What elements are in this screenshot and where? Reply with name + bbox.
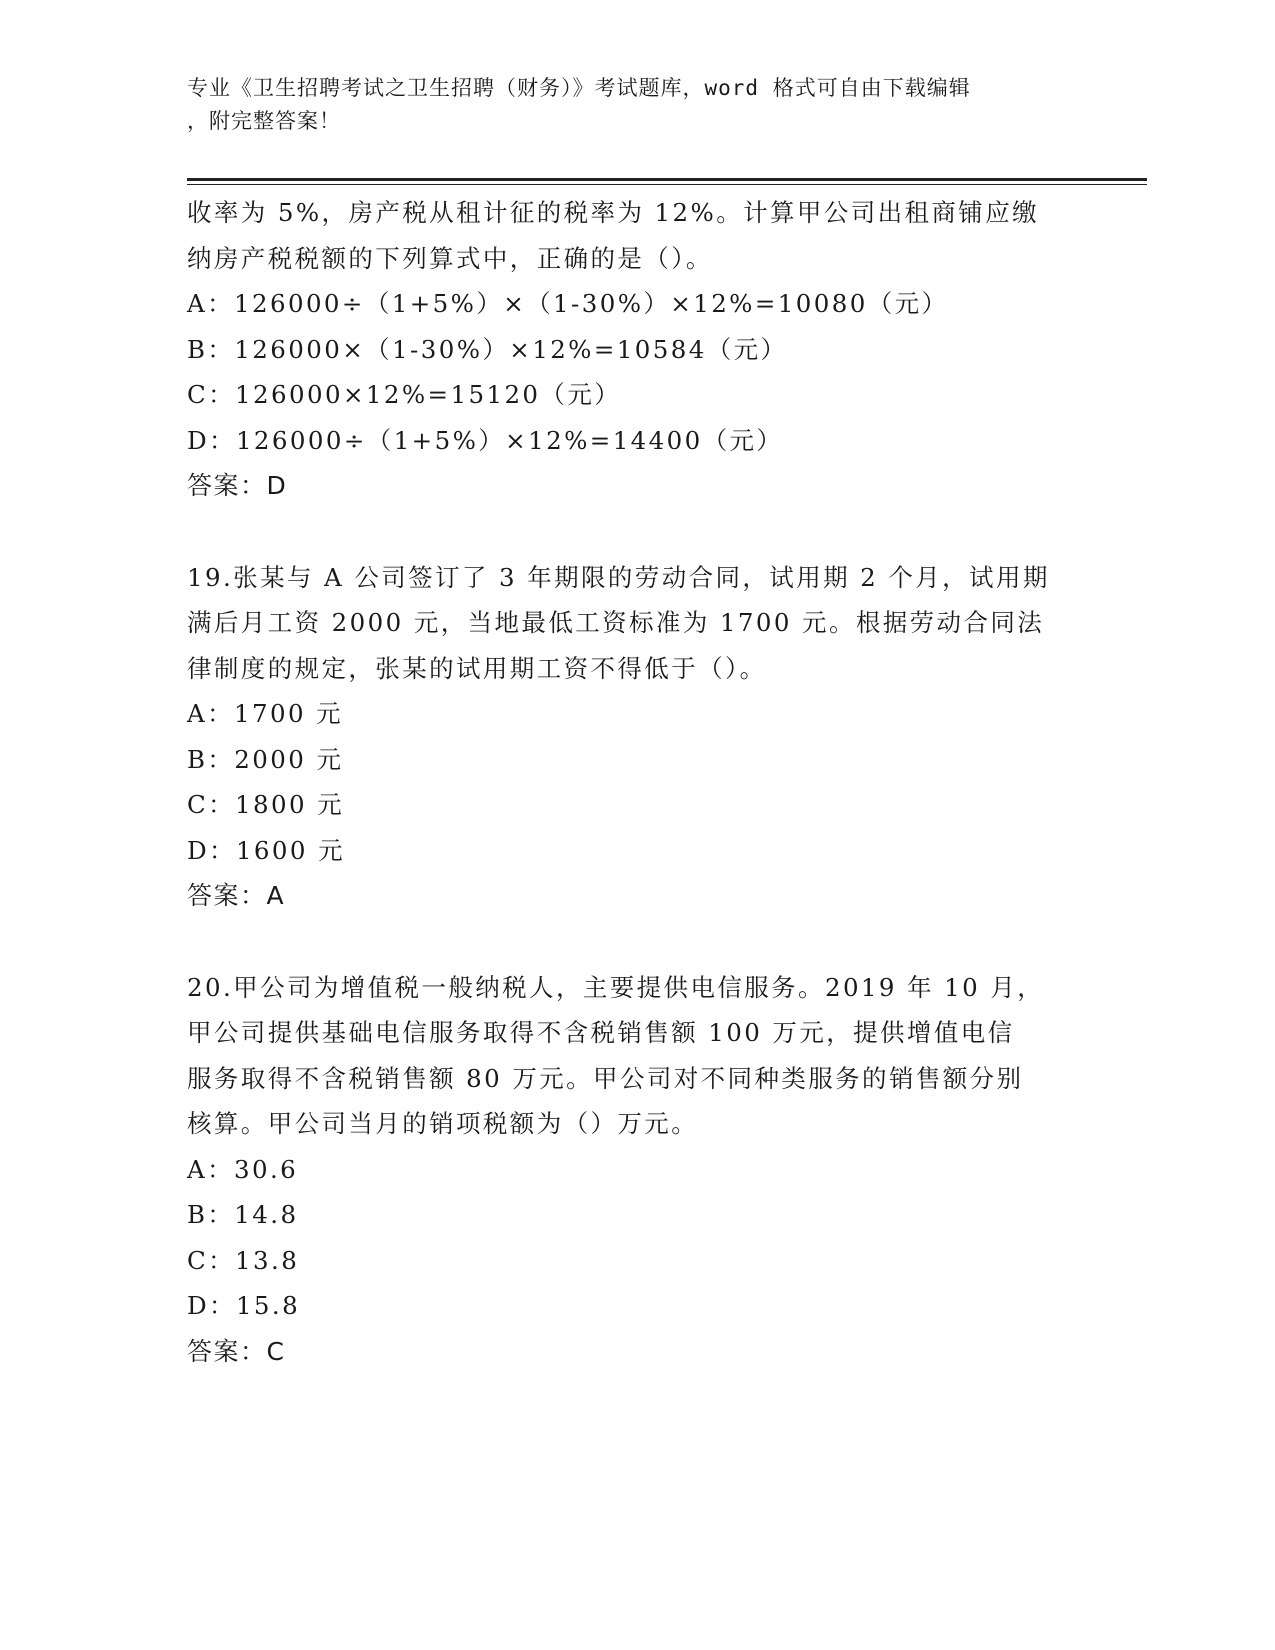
question-stem-line: 纳房产税税额的下列算式中，正确的是（）。 <box>187 243 713 273</box>
question-stem-line: 20.甲公司为增值税一般纳税人，主要提供电信服务。2019 年 10 月， <box>187 972 1045 1002</box>
header-rule-thin <box>187 184 1147 185</box>
question-19 <box>187 555 1087 919</box>
option-b: B：126000×（1-30%）×12%=10584（元） <box>187 334 788 364</box>
answer-label: 答案：A <box>187 881 286 910</box>
question-stem-line: 核算。甲公司当月的销项税额为（）万元。 <box>187 1109 699 1138</box>
option-d: D：126000÷（1+5%）×12%=14400（元） <box>187 425 784 455</box>
option-c: C：126000×12%=15120（元） <box>187 380 622 409</box>
option-b: B：2000 元 <box>187 744 344 774</box>
option-d: D：15.8 <box>187 1291 301 1320</box>
question-stem-line: 甲公司提供基础电信服务取得不含税销售额 100 万元，提供增值电信 <box>187 1018 1015 1047</box>
option-c: C：13.8 <box>187 1245 300 1275</box>
question-stem-line: 服务取得不含税销售额 80 万元。甲公司对不同种类服务的销售额分别 <box>187 1063 1024 1093</box>
header-line-1: 专业《卫生招聘考试之卫生招聘（财务）》考试题库，word 格式可自由下载编辑 <box>187 76 971 100</box>
spacer <box>187 509 1087 555</box>
answer-label: 答案：C <box>187 1336 286 1366</box>
option-a: A：126000÷（1+5%）×（1-30%）×12%=10080（元） <box>187 289 949 318</box>
question-stem-line: 满后月工资 2000 元，当地最低工资标准为 1700 元。根据劳动合同法 <box>187 608 1045 637</box>
header-line-2: ，附完整答案！ <box>187 109 341 133</box>
option-c: C：1800 元 <box>187 790 345 819</box>
question-18 <box>187 190 1087 509</box>
option-d: D：1600 元 <box>187 835 345 865</box>
question-20 <box>187 965 1087 1375</box>
answer-label: 答案：D <box>187 471 288 500</box>
question-stem-line: 收率为 5%，房产税从租计征的税率为 12%。计算甲公司出租商铺应缴 <box>187 198 1039 227</box>
spacer <box>187 919 1087 965</box>
question-stem-line: 19.张某与 A 公司签订了 3 年期限的劳动合同，试用期 2 个月，试用期 <box>187 562 1050 592</box>
option-b: B：14.8 <box>187 1200 299 1229</box>
question-list <box>187 190 1087 1374</box>
option-a: A：30.6 <box>187 1154 299 1184</box>
document-header <box>187 72 1077 138</box>
header-rule-thick <box>187 178 1147 181</box>
option-a: A：1700 元 <box>187 699 344 728</box>
question-stem-line: 律制度的规定，张某的试用期工资不得低于（）。 <box>187 653 767 683</box>
